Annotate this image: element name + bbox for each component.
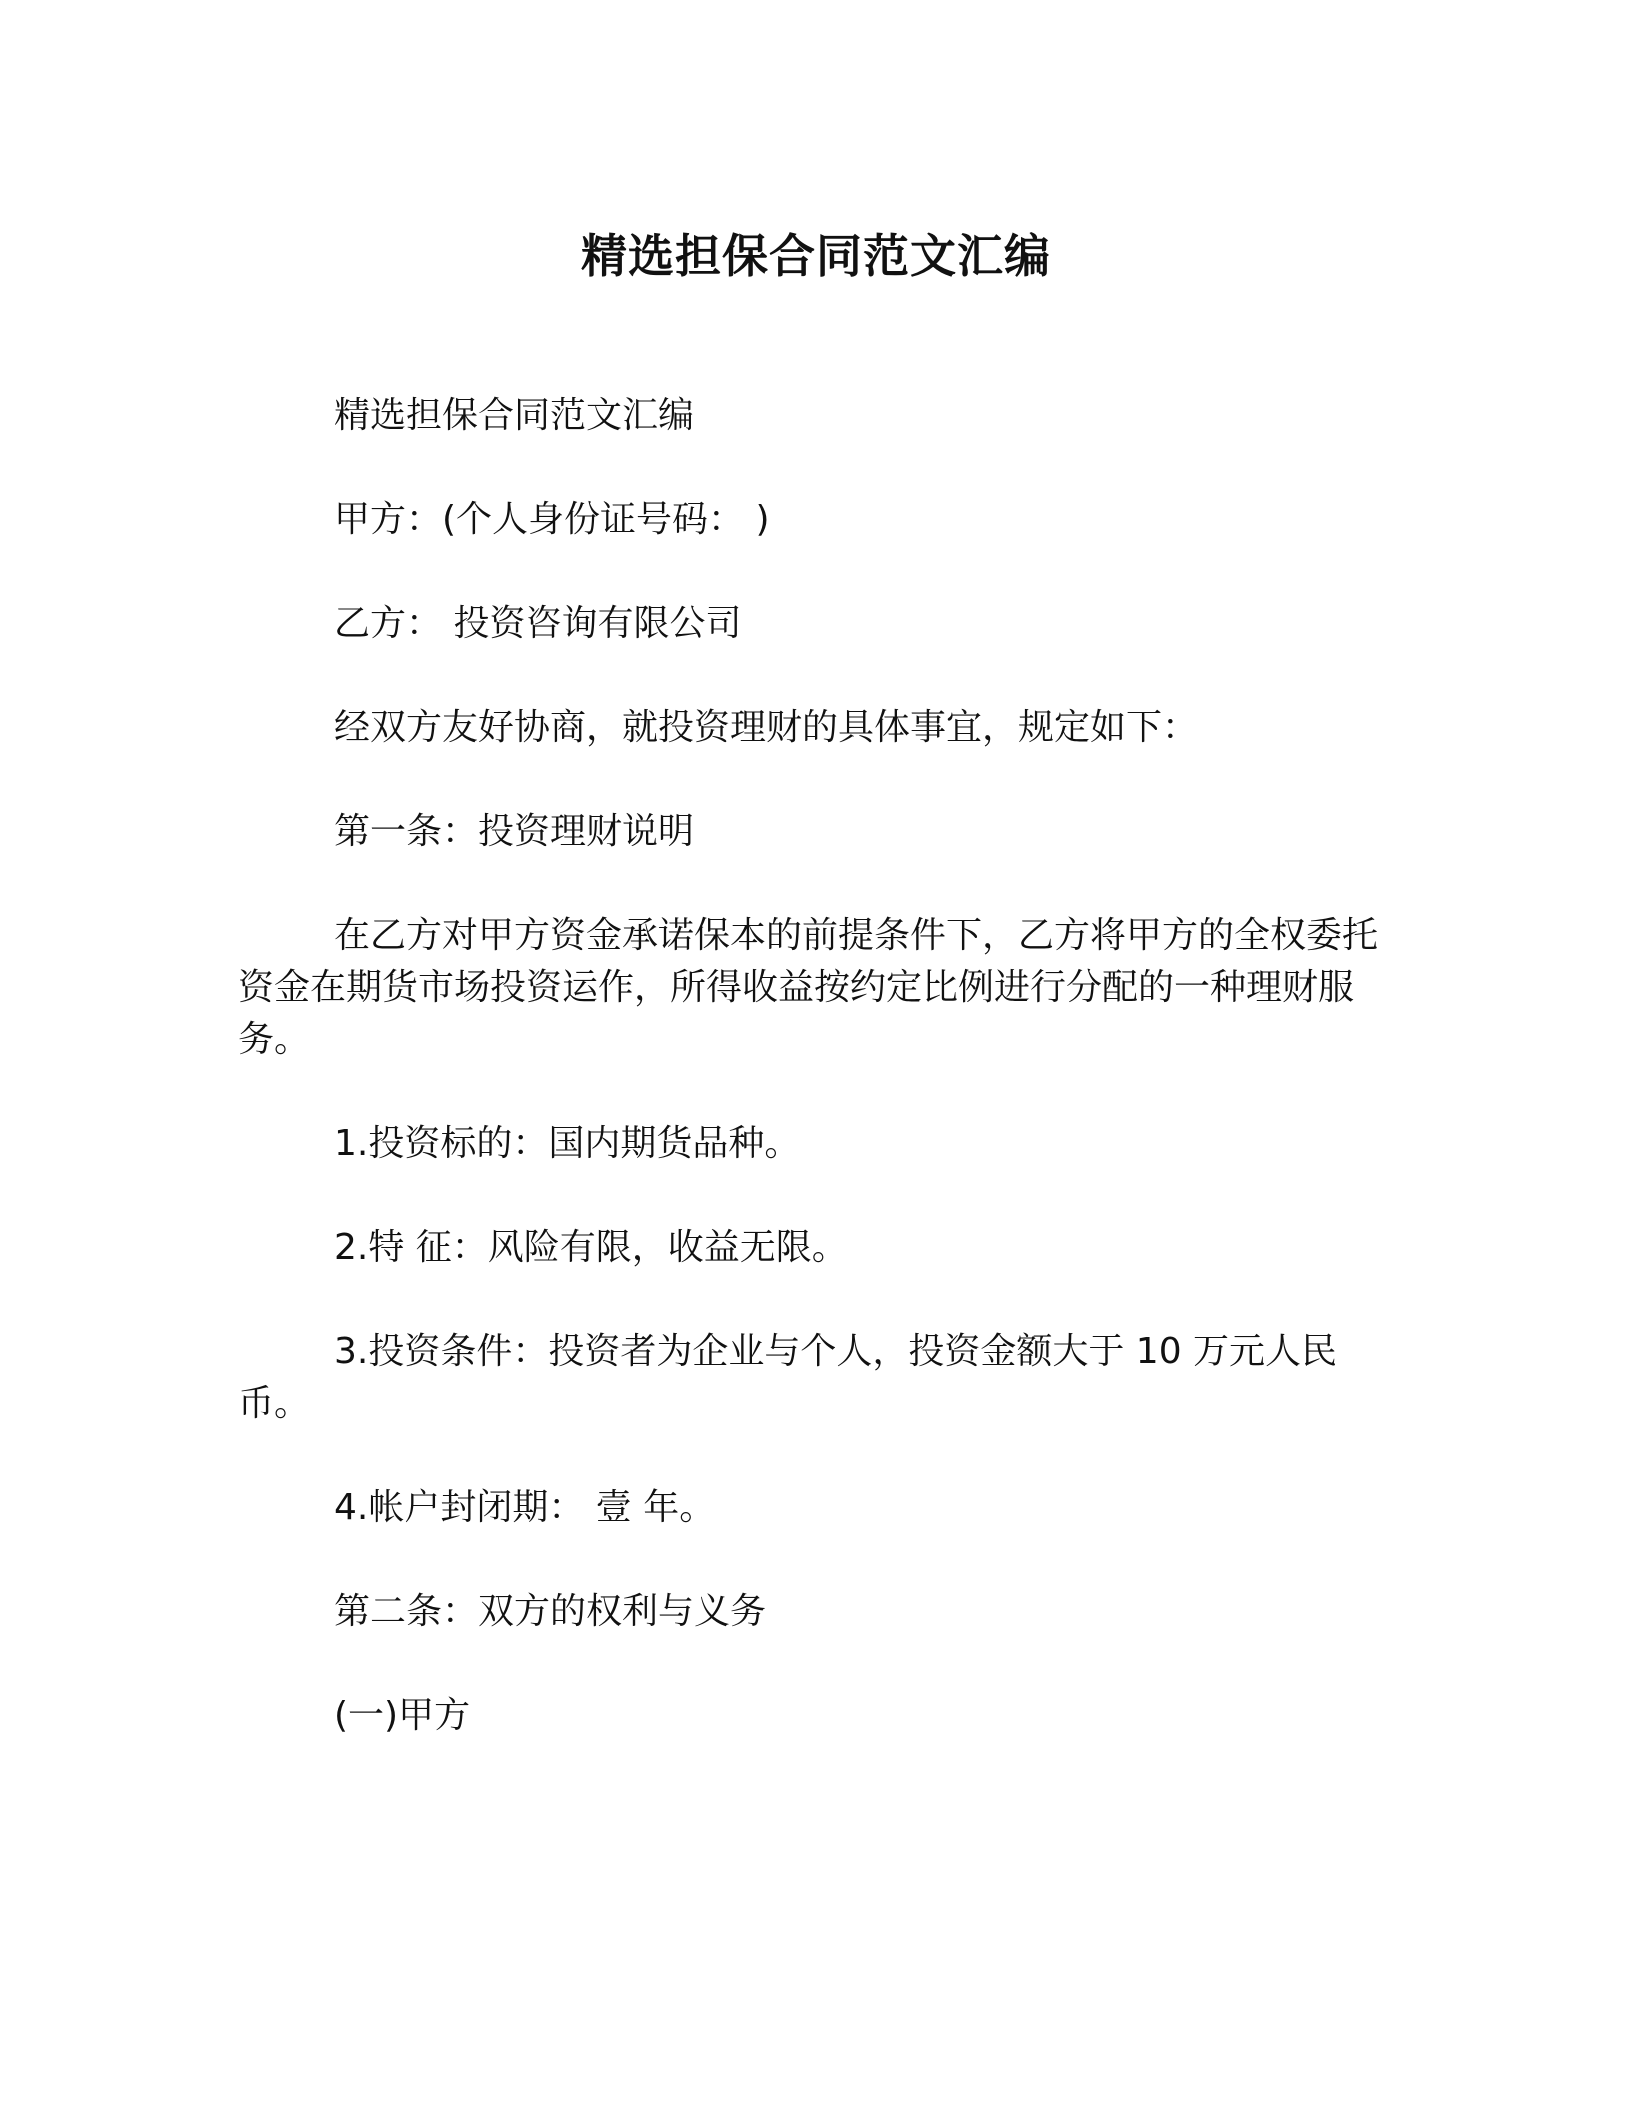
document-title: 精选担保合同范文汇编 xyxy=(581,229,1051,283)
paragraph-party-a: 甲方：(个人身份证号码： ) xyxy=(334,499,770,540)
paragraph-article-2-heading: 第二条：双方的权利与义务 xyxy=(334,1591,767,1632)
document-body xyxy=(238,390,1388,1794)
paragraph-item-2: 2.特 征：风险有限，收益无限。 xyxy=(334,1227,848,1268)
paragraph-item-1: 1.投资标的：国内期货品种。 xyxy=(334,1123,801,1164)
paragraph-party-b: 乙方： 投资咨询有限公司 xyxy=(334,603,742,644)
paragraph-article-1-heading: 第一条：投资理财说明 xyxy=(334,811,695,852)
paragraph-item-4: 4.帐户封闭期： 壹 年。 xyxy=(334,1487,716,1528)
paragraph-article-1-description: 在乙方对甲方资金承诺保本的前提条件下，乙方将甲方的全权委托资金在期货市场投资运作，所得收益按约定比例进行分配的一种理财服务。 xyxy=(238,915,1379,1060)
paragraph-subtitle: 精选担保合同范文汇编 xyxy=(334,395,695,436)
paragraph-item-3: 3.投资条件：投资者为企业与个人，投资金额大于 10 万元人民币。 xyxy=(238,1331,1338,1424)
paragraph-party-a-section: (一)甲方 xyxy=(334,1695,471,1736)
paragraph-preamble: 经双方友好协商，就投资理财的具体事宜，规定如下： xyxy=(334,707,1199,748)
